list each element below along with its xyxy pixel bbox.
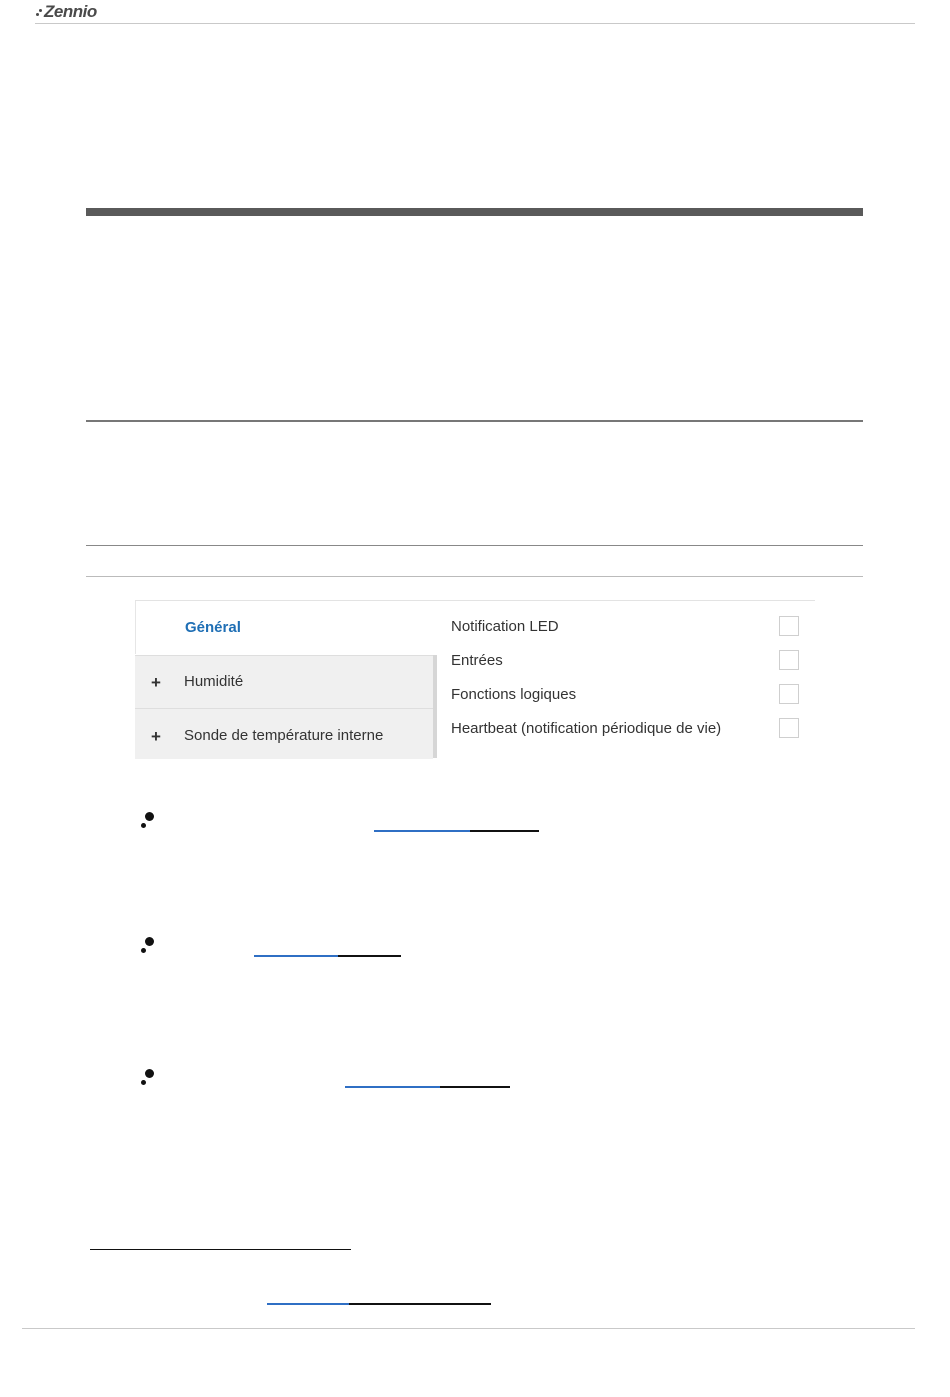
footnote-link-underline[interactable] <box>267 1303 491 1305</box>
tree-item-label: Général <box>185 619 241 636</box>
footnote-rule <box>90 1249 351 1250</box>
zennio-logo <box>36 2 97 22</box>
param-label-notification-led: Notification LED <box>451 618 559 635</box>
tree-item-humidite[interactable] <box>135 655 433 708</box>
checkbox-fonctions-logiques[interactable] <box>779 684 799 704</box>
bullet-icon <box>140 1069 154 1087</box>
tree-item-label: Humidité <box>184 673 244 690</box>
link-underline-1[interactable] <box>374 830 539 832</box>
logo-text: Zennio <box>44 2 97 21</box>
bullet-icon <box>140 937 154 955</box>
expand-plus-icon[interactable]: + <box>151 673 161 692</box>
footer-divider <box>22 1328 915 1329</box>
tree-scrollbar[interactable] <box>433 655 437 758</box>
link-underline-3[interactable] <box>345 1086 510 1088</box>
checkbox-notification-led[interactable] <box>779 616 799 636</box>
tree-item-general[interactable] <box>135 601 434 654</box>
section-divider-3 <box>86 576 863 577</box>
param-label-fonctions-logiques: Fonctions logiques <box>451 686 577 703</box>
header-divider <box>35 23 915 24</box>
tree-item-sonde-temperature[interactable] <box>135 708 433 759</box>
section-divider-1 <box>86 420 863 422</box>
tree-item-label: Sonde de température interne <box>184 727 384 744</box>
section-divider-2 <box>86 545 863 546</box>
param-label-entrees: Entrées <box>451 652 503 669</box>
checkbox-heartbeat[interactable] <box>779 718 799 738</box>
bullet-icon <box>140 812 154 830</box>
checkbox-entrees[interactable] <box>779 650 799 670</box>
parameter-tree <box>135 601 437 758</box>
logo-dots-icon <box>36 7 43 17</box>
link-underline-2[interactable] <box>254 955 401 957</box>
expand-plus-icon[interactable]: + <box>151 727 161 746</box>
title-rule <box>86 208 863 216</box>
param-label-heartbeat: Heartbeat (notification périodique de vie) <box>451 720 722 737</box>
